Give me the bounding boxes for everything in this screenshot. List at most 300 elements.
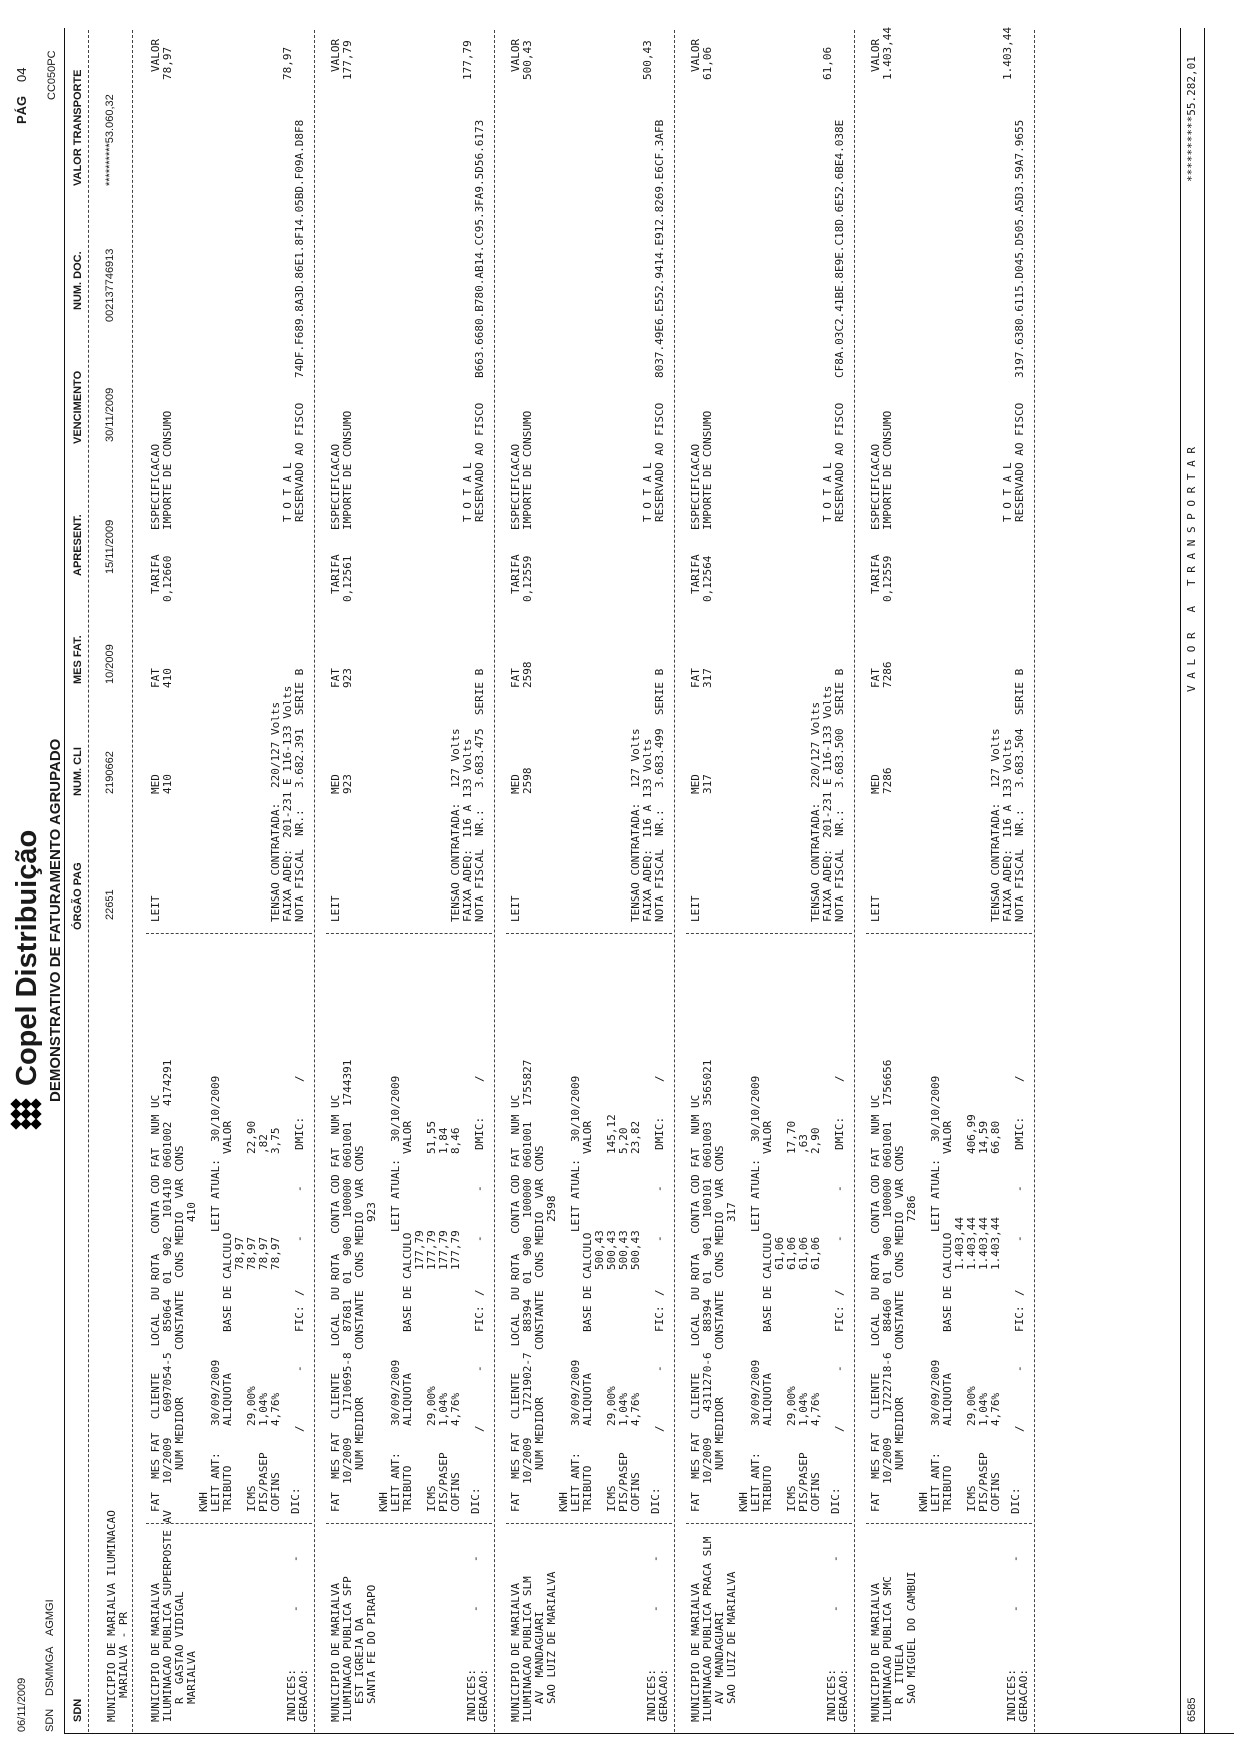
record-leit-ant-label: LEIT ANT:	[209, 1452, 222, 1512]
indices-label: INDICES:	[465, 1669, 478, 1722]
record-hdr-constante: CONSTANTE	[353, 1290, 366, 1350]
record-tensao-label: TENSAO CONTRATADA:	[449, 802, 462, 922]
col-valor-transporte: VALOR TRANSPORTE	[72, 69, 84, 186]
record-cliente: 1721902-7	[521, 1352, 534, 1412]
dic-label: DIC:	[289, 1487, 302, 1514]
indices-dash: -	[289, 1605, 302, 1612]
page-number: 04	[14, 67, 29, 82]
footer-top-rule	[1180, 28, 1181, 1734]
record-header-line: FAT MES FAT CLIENTE LOCAL DU ROTA CONTA COD FAT NUM UC	[509, 1094, 522, 1512]
record-aliq-cofins: 4,76%	[269, 1392, 282, 1426]
record-aliq-pis: 1,04%	[437, 1392, 450, 1426]
record-valor-col-label: VALOR	[509, 38, 522, 72]
record-fat-label: FAT	[149, 668, 162, 688]
record-slash-2: /	[473, 1289, 486, 1296]
record-faixa-label: FAIXA ADEQ:	[1001, 849, 1014, 922]
col-sdn: SDN	[72, 1698, 84, 1722]
record-name-4: SAO LUIZ DE MARIALVA	[725, 1571, 738, 1704]
record-du: 01	[161, 1270, 174, 1284]
record-total-label: T O T A L	[641, 462, 654, 522]
record-du: 01	[521, 1270, 534, 1284]
record-hdr-constante: CONSTANTE	[713, 1290, 726, 1350]
record-pis-label: PIS/PASEP	[617, 1452, 630, 1512]
col-vencimento: VENCIMENTO	[72, 370, 84, 444]
record-name-3: R ITUELA	[893, 1644, 906, 1704]
record-nota-label: NOTA FISCAL NR.:	[833, 809, 846, 922]
record-valor-label: VALOR	[761, 1120, 774, 1154]
record-fic-label: FIC:	[473, 1305, 486, 1332]
indices-dash: -	[649, 1605, 662, 1612]
record-numuc: 1744391	[341, 1059, 354, 1106]
record-numuc: 4174291	[161, 1059, 174, 1106]
record-faixa-label: FAIXA ADEQ:	[641, 849, 654, 922]
record-tensao: 220/127 Volts	[269, 701, 282, 788]
record-base-pis: 61,06	[797, 1236, 810, 1270]
record-leit-ant-date: 30/09/2009	[389, 1359, 402, 1426]
record-aliq-cofins: 4,76%	[989, 1392, 1002, 1426]
record-fic-label: FIC:	[653, 1305, 666, 1332]
record-base-cofins: 61,06	[809, 1236, 822, 1270]
record-slash-3: /	[653, 1075, 666, 1082]
footer-transport-value: **********55.282,01	[1185, 56, 1198, 182]
record-leit-atual-label: LEIT ATUAL:	[929, 1159, 942, 1232]
record-cons-medio: 2598	[545, 1195, 558, 1222]
record-name-2: ILUMINACAO PUBLICA SLM	[521, 1576, 534, 1722]
summary-mesfat: 10/2009	[104, 644, 116, 684]
header-dsmmga: DSMMGA	[44, 1646, 56, 1696]
record-pis-label: PIS/PASEP	[977, 1452, 990, 1512]
record-dash-1: -	[653, 1365, 666, 1372]
record-leit-atual-label: LEIT ATUAL:	[749, 1159, 762, 1232]
record-valor: 177,79	[341, 40, 354, 80]
record-tributo-label: TRIBUTO	[941, 1465, 954, 1512]
record-dash-2: -	[293, 1235, 306, 1242]
record-importe-label: IMPORTE DE CONSUMO	[881, 410, 894, 530]
record-med: 7286	[881, 767, 894, 794]
record-total-label: T O T A L	[461, 462, 474, 522]
col-orgao: ÓRGÃO PAG	[72, 862, 84, 930]
summary-orgao: 22651	[104, 889, 116, 920]
record-base-pis: 78,97	[257, 1236, 270, 1270]
record-val-pis: ,63	[797, 1134, 810, 1154]
record-name-1: MUNICIPIO DE MARIALVA	[509, 1582, 522, 1722]
record-separator	[854, 30, 855, 1732]
record-hdr-constante: CONSTANTE	[173, 1290, 186, 1350]
record-vsep-mid	[326, 933, 492, 934]
record-cliente: 1722718-6	[881, 1352, 894, 1412]
summary-valor: **********53.060,32	[104, 94, 116, 186]
record-conta: 101410	[161, 1178, 174, 1218]
record-base-cofins: 1.403,44	[989, 1217, 1002, 1270]
record-mesfat: 10/2009	[881, 1437, 894, 1484]
record-conta: 100000	[341, 1178, 354, 1218]
record-tarifa-label: TARIFA	[689, 554, 702, 594]
record-val-icms: 51,55	[425, 1120, 438, 1154]
record-fisco: 8037.49E6.E552.9414.E912.8269.E6CF.3AFB	[653, 119, 666, 378]
record-aliq-pis: 1,04%	[977, 1392, 990, 1426]
record-dash-2: -	[833, 1235, 846, 1242]
record-fic-label: FIC:	[1013, 1305, 1026, 1332]
record-base-kwh: 1.403,44	[953, 1217, 966, 1270]
record-tarifa: 0,12561	[341, 555, 354, 602]
record-leit-ant-date: 30/09/2009	[749, 1359, 762, 1426]
record-header-line: FAT MES FAT CLIENTE LOCAL DU ROTA CONTA COD FAT NUM UC	[329, 1094, 342, 1512]
record-name-1: MUNICIPIO DE MARIALVA	[149, 1582, 162, 1722]
record-hdr-num-medidor: NUM MEDIDOR	[173, 1397, 186, 1470]
record-slash-1: /	[293, 1425, 306, 1432]
record-reservado-label: RESERVADO AO FISCO	[1013, 402, 1026, 522]
indices-label: INDICES:	[645, 1669, 658, 1722]
record-val-pis: 1,84	[437, 1127, 450, 1154]
geracao-dash: -	[469, 1555, 482, 1562]
record-dmic-label: DMIC:	[473, 1116, 486, 1150]
record-reservado-label: RESERVADO AO FISCO	[293, 402, 306, 522]
record-dmic-label: DMIC:	[833, 1116, 846, 1150]
record-separator	[314, 30, 315, 1732]
record-valor-col-label: VALOR	[329, 38, 342, 72]
footer-code: 6585	[1186, 1697, 1198, 1722]
record-aliq-icms: 29,00%	[605, 1386, 618, 1426]
record-header-line: FAT MES FAT CLIENTE LOCAL DU ROTA CONTA COD FAT NUM UC	[149, 1094, 162, 1512]
record-local: 85064	[161, 1298, 174, 1332]
record-faixa: 201-231 E 116-133 Volts	[281, 685, 294, 838]
dic-label: DIC:	[649, 1487, 662, 1514]
report-title: DEMONSTRATIVO DE FATURAMENTO AGRUPADO	[47, 738, 64, 1102]
record-nota: 3.683.499 SERIE B	[653, 668, 666, 788]
record-valor-label: VALOR	[221, 1120, 234, 1154]
record-codfat: 0601001	[881, 1121, 894, 1168]
geracao-dash: -	[289, 1555, 302, 1562]
record-fat: 923	[341, 668, 354, 688]
record-aliq-icms: 29,00%	[965, 1386, 978, 1426]
record-kwh-label: KWH	[377, 1492, 390, 1512]
indices-dash: -	[1009, 1605, 1022, 1612]
record-du: 01	[701, 1270, 714, 1284]
record-slash-2: /	[1013, 1289, 1026, 1296]
geracao-label: GERACAO:	[477, 1669, 490, 1722]
record-med: 923	[341, 774, 354, 794]
record-dash-2: -	[653, 1235, 666, 1242]
header-agmgi: AGMGI	[44, 1599, 56, 1636]
record-total-label: T O T A L	[821, 462, 834, 522]
record-fat: 410	[161, 668, 174, 688]
record-separator	[1034, 30, 1035, 1732]
record-conta: 100000	[881, 1178, 894, 1218]
record-fat-label: FAT	[689, 668, 702, 688]
summary-name-1: MUNICIPIO DE MARIALVA ILUMINACAO	[105, 1510, 118, 1722]
record-med: 317	[701, 774, 714, 794]
record-vsep-left	[686, 1523, 852, 1524]
record-dash-3: -	[473, 1185, 486, 1192]
record-icms-label: ICMS	[245, 1485, 258, 1512]
record-name-1: MUNICIPIO DE MARIALVA	[689, 1582, 702, 1722]
record-nota-label: NOTA FISCAL NR.:	[293, 809, 306, 922]
record-du: 01	[341, 1270, 354, 1284]
record-tensao-label: TENSAO CONTRATADA:	[269, 802, 282, 922]
record-leit-label: LEIT	[509, 895, 522, 922]
record-conta: 100101	[701, 1178, 714, 1218]
record-fat-label: FAT	[329, 668, 342, 688]
record-kwh-label: KWH	[737, 1492, 750, 1512]
record-dash-2: -	[473, 1235, 486, 1242]
record-slash-1: /	[1013, 1425, 1026, 1432]
record-valor-label: VALOR	[941, 1120, 954, 1154]
indices-label: INDICES:	[1005, 1669, 1018, 1722]
record-kwh-label: KWH	[917, 1492, 930, 1512]
record-base-cofins: 177,79	[449, 1230, 462, 1270]
record-slash-3: /	[1013, 1075, 1026, 1082]
record-mesfat: 10/2009	[161, 1437, 174, 1484]
record-leit-label: LEIT	[689, 895, 702, 922]
record-slash-2: /	[653, 1289, 666, 1296]
record-valor-col-label: VALOR	[149, 38, 162, 72]
record-cliente: 1710695-8	[341, 1352, 354, 1412]
record-med-label: MED	[149, 774, 162, 794]
company-name: Copel Distribuição	[11, 829, 43, 1086]
record-faixa-label: FAIXA ADEQ:	[281, 849, 294, 922]
record-espec-label: ESPECIFICACAO	[689, 443, 702, 530]
record-leit-ant-date: 30/09/2009	[569, 1359, 582, 1426]
record-val-cofins: 3,75	[269, 1127, 282, 1154]
record-fat-label: FAT	[509, 668, 522, 688]
record-cliente: 4311270-6	[701, 1352, 714, 1412]
record-leit-ant-label: LEIT ANT:	[929, 1452, 942, 1512]
record-hdr-num-medidor: NUM MEDIDOR	[353, 1397, 366, 1470]
indices-dash: -	[469, 1605, 482, 1612]
record-aliquota-label: ALIQUOTA	[401, 1373, 414, 1426]
record-hdr-num-medidor: NUM MEDIDOR	[893, 1397, 906, 1470]
record-dash-1: -	[293, 1365, 306, 1372]
record-tarifa-label: TARIFA	[869, 554, 882, 594]
record-slash-3: /	[833, 1075, 846, 1082]
record-cons-medio: 317	[725, 1202, 738, 1222]
record-local: 88394	[701, 1298, 714, 1332]
record-vsep-mid	[686, 933, 852, 934]
col-mesfat: MES FAT.	[72, 635, 84, 684]
record-med-label: MED	[329, 774, 342, 794]
record-val-cofins: 8,46	[449, 1127, 462, 1154]
record-val-pis: 5,20	[617, 1127, 630, 1154]
record-leit-atual-label: LEIT ATUAL:	[389, 1159, 402, 1232]
footer-bottom-rule	[1204, 28, 1205, 1734]
record-med: 410	[161, 774, 174, 794]
record-dmic-label: DMIC:	[293, 1116, 306, 1150]
geracao-dash: -	[649, 1555, 662, 1562]
record-fisco: B663.6680.B780.AB14.CC95.3FA9.5D56.6173	[473, 119, 486, 378]
record-du: 01	[881, 1270, 894, 1284]
record-mesfat: 10/2009	[521, 1437, 534, 1484]
record-base-label: BASE DE CALCULO	[401, 1232, 414, 1332]
record-med-label: MED	[509, 774, 522, 794]
record-name-2: ILUMINACAO PUBLICA SUPERPOSTE AV	[161, 1510, 174, 1722]
record-faixa-label: FAIXA ADEQ:	[821, 849, 834, 922]
record-cliente: 6097054-5	[161, 1352, 174, 1412]
record-hdr-cons-medio: CONS MEDIO VAR CONS	[713, 1145, 726, 1278]
record-leit-label: LEIT	[149, 895, 162, 922]
record-aliq-pis: 1,04%	[617, 1392, 630, 1426]
record-tarifa: 0,12564	[701, 555, 714, 602]
record-fat-label: FAT	[869, 668, 882, 688]
record-base-kwh: 177,79	[413, 1230, 426, 1270]
geracao-dash: -	[829, 1555, 842, 1562]
record-icms-label: ICMS	[965, 1485, 978, 1512]
record-fat: 7286	[881, 661, 894, 688]
record-dash-3: -	[1013, 1185, 1026, 1192]
record-mesfat: 10/2009	[701, 1437, 714, 1484]
record-leit-atual-label: LEIT ATUAL:	[209, 1159, 222, 1232]
record-icms-label: ICMS	[785, 1485, 798, 1512]
record-valor: 1.403,44	[881, 27, 894, 80]
record-importe-label: IMPORTE DE CONSUMO	[341, 410, 354, 530]
record-leit-ant-label: LEIT ANT:	[569, 1452, 582, 1512]
record-cofins-label: COFINS	[809, 1472, 822, 1512]
record-tarifa: 0,12559	[521, 555, 534, 602]
record-vsep-mid	[866, 933, 1032, 934]
record-local: 88460	[881, 1298, 894, 1332]
record-name-4: MARIALVA	[185, 1651, 198, 1704]
record-val-cofins: 23,82	[629, 1120, 642, 1154]
record-dash-1: -	[473, 1365, 486, 1372]
record-total-label: T O T A L	[1001, 462, 1014, 522]
dic-label: DIC:	[1009, 1487, 1022, 1514]
record-tensao-label: TENSAO CONTRATADA:	[629, 802, 642, 922]
record-base-label: BASE DE CALCULO	[941, 1232, 954, 1332]
record-kwh-label: KWH	[197, 1492, 210, 1512]
record-espec-label: ESPECIFICACAO	[149, 443, 162, 530]
record-valor: 61,06	[701, 46, 714, 80]
record-leit-ant-date: 30/09/2009	[929, 1359, 942, 1426]
record-hdr-num-medidor: NUM MEDIDOR	[533, 1397, 546, 1470]
record-separator	[494, 30, 495, 1732]
record-conta: 100000	[521, 1178, 534, 1218]
record-slash-2: /	[833, 1289, 846, 1296]
record-numuc: 3565021	[701, 1059, 714, 1106]
record-faixa: 116 A 133 Volts	[641, 738, 654, 838]
record-tarifa: 0,12660	[161, 555, 174, 602]
record-tributo-label: TRIBUTO	[761, 1465, 774, 1512]
record-val-icms: 145,12	[605, 1114, 618, 1154]
col-apresent: APRESENT.	[72, 514, 84, 576]
record-importe-label: IMPORTE DE CONSUMO	[521, 410, 534, 530]
record-name-2: ILUMINACAO PUBLICA SMC	[881, 1576, 894, 1722]
record-fic-label: FIC:	[293, 1305, 306, 1332]
record-slash-1: /	[473, 1425, 486, 1432]
record-local: 87681	[341, 1298, 354, 1332]
record-base-label: BASE DE CALCULO	[581, 1232, 594, 1332]
record-total: 177,79	[461, 40, 474, 80]
report-code: CC050PC	[46, 50, 58, 100]
record-total: 500,43	[641, 40, 654, 80]
record-tensao-label: TENSAO CONTRATADA:	[809, 802, 822, 922]
record-nota-label: NOTA FISCAL NR.:	[1013, 809, 1026, 922]
record-val-cofins: 2,90	[809, 1127, 822, 1154]
record-leit-label: LEIT	[329, 895, 342, 922]
record-tarifa-label: TARIFA	[329, 554, 342, 594]
record-leit-atual-date: 30/10/2009	[569, 1075, 582, 1142]
record-codfat: 0601001	[341, 1121, 354, 1168]
record-cofins-label: COFINS	[989, 1472, 1002, 1512]
record-aliq-cofins: 4,76%	[449, 1392, 462, 1426]
record-name-4: SAO LUIZ DE MARIALVA	[545, 1571, 558, 1704]
record-total-label: T O T A L	[281, 462, 294, 522]
record-base-icms: 78,97	[245, 1236, 258, 1270]
record-vsep-left	[866, 1523, 1032, 1524]
record-nota: 3.683.500 SERIE B	[833, 668, 846, 788]
record-tensao-label: TENSAO CONTRATADA:	[989, 802, 1002, 922]
record-leit-atual-date: 30/10/2009	[389, 1075, 402, 1142]
record-dash-3: -	[653, 1185, 666, 1192]
record-aliq-pis: 1,04%	[257, 1392, 270, 1426]
record-fisco: CF8A.03C2.41BE.8E9E.C18D.6E52.6BE4.038E	[833, 119, 846, 378]
report-date: 06/11/2009	[16, 1677, 28, 1732]
record-fat: 2598	[521, 661, 534, 688]
record-name-3: R GASTAO VIDIGAL	[173, 1591, 186, 1704]
record-dash-3: -	[293, 1185, 306, 1192]
dic-label: DIC:	[469, 1487, 482, 1514]
record-espec-label: ESPECIFICACAO	[869, 443, 882, 530]
record-cons-medio: 7286	[905, 1195, 918, 1222]
record-fat: 317	[701, 668, 714, 688]
record-pis-label: PIS/PASEP	[257, 1452, 270, 1512]
record-tributo-label: TRIBUTO	[581, 1465, 594, 1512]
record-kwh-label: KWH	[557, 1492, 570, 1512]
record-valor-col-label: VALOR	[869, 38, 882, 72]
record-fic-label: FIC:	[833, 1305, 846, 1332]
record-numuc: 1755827	[521, 1059, 534, 1106]
record-nota: 3.682.391 SERIE B	[293, 668, 306, 788]
record-vsep-left	[326, 1523, 492, 1524]
record-hdr-cons-medio: CONS MEDIO VAR CONS	[533, 1145, 546, 1278]
record-slash-1: /	[833, 1425, 846, 1432]
record-hdr-cons-medio: CONS MEDIO VAR CONS	[353, 1145, 366, 1278]
record-tributo-label: TRIBUTO	[221, 1465, 234, 1512]
record-base-label: BASE DE CALCULO	[761, 1232, 774, 1332]
record-base-pis: 177,79	[437, 1230, 450, 1270]
record-aliq-icms: 29,00%	[785, 1386, 798, 1426]
record-header-line: FAT MES FAT CLIENTE LOCAL DU ROTA CONTA COD FAT NUM UC	[689, 1094, 702, 1512]
record-faixa: 116 A 133 Volts	[1001, 738, 1014, 838]
record-name-3: AV MANDAGUARI	[533, 1611, 546, 1704]
record-separator	[674, 30, 675, 1732]
summary-separator	[88, 30, 89, 1732]
record-leit-ant-label: LEIT ANT:	[749, 1452, 762, 1512]
record-val-pis: ,82	[257, 1134, 270, 1154]
record-hdr-cons-medio: CONS MEDIO VAR CONS	[893, 1145, 906, 1278]
record-tensao: 127 Volts	[449, 728, 462, 788]
record-local: 88394	[521, 1298, 534, 1332]
record-leit-atual-date: 30/10/2009	[209, 1075, 222, 1142]
record-faixa: 201-231 E 116-133 Volts	[821, 685, 834, 838]
record-med-label: MED	[689, 774, 702, 794]
footer-transport-label: V A L O R A T R A N S P O R T A R	[1185, 446, 1198, 692]
header-left-rule	[64, 1733, 1234, 1734]
geracao-label: GERACAO:	[1017, 1669, 1030, 1722]
record-base-kwh: 61,06	[773, 1236, 786, 1270]
record-base-icms: 61,06	[785, 1236, 798, 1270]
geracao-label: GERACAO:	[297, 1669, 310, 1722]
record-base-kwh: 500,43	[593, 1230, 606, 1270]
record-total: 61,06	[821, 46, 834, 80]
record-tributo-label: TRIBUTO	[401, 1465, 414, 1512]
record-numuc: 1756656	[881, 1059, 894, 1106]
record-vsep-left	[506, 1523, 672, 1524]
record-mesfat: 10/2009	[341, 1437, 354, 1484]
record-hdr-constante: CONSTANTE	[893, 1290, 906, 1350]
record-cofins-label: COFINS	[269, 1472, 282, 1512]
summary-name-2: MARIALVA - PR	[117, 1611, 130, 1698]
record-med-label: MED	[869, 774, 882, 794]
record-valor-col-label: VALOR	[689, 38, 702, 72]
